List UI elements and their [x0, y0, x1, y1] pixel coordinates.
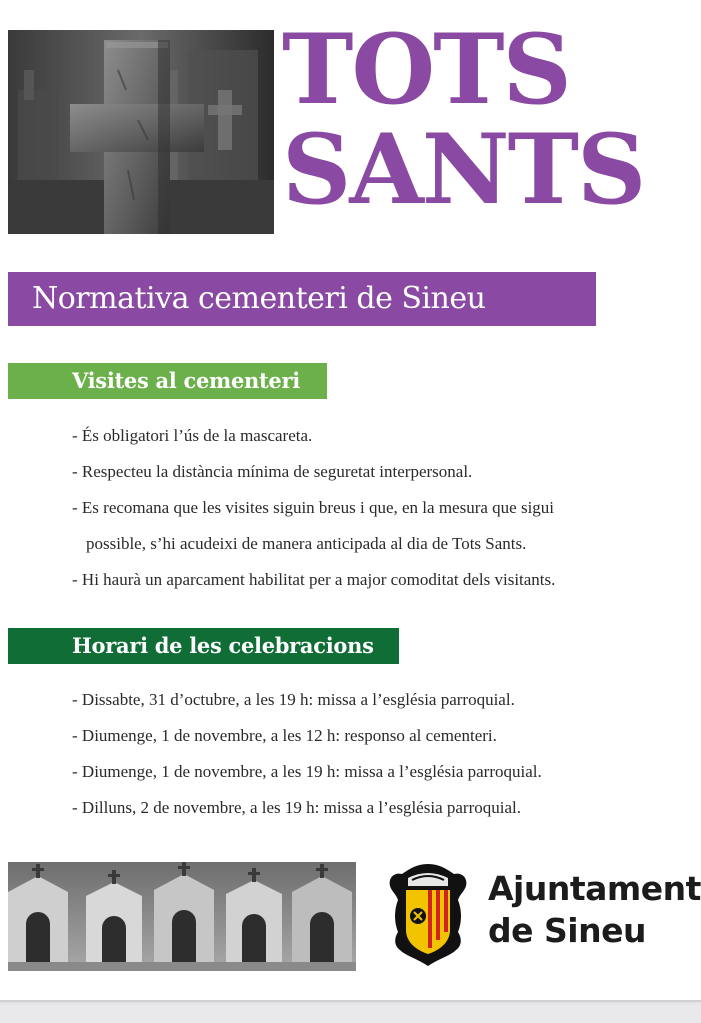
list-item: - Diumenge, 1 de novembre, a les 19 h: missa a l’església parroquial. — [72, 762, 542, 781]
regulations-banner — [8, 272, 596, 326]
title-line-1: TOTS — [282, 13, 570, 126]
logo-text-line-1: Ajuntament — [488, 869, 701, 908]
list-item-continuation: possible, s’hi acudeixi de manera anticipada al dia de Tots Sants. — [86, 534, 527, 553]
page-edge — [0, 1000, 701, 1002]
section-visits-heading: Visites al cementeri — [72, 368, 300, 393]
section-schedule-heading: Horari de les celebracions — [72, 633, 374, 658]
list-item: - Dissabte, 31 d’octubre, a les 19 h: missa a l’església parroquial. — [72, 690, 515, 709]
list-item: - Hi haurà un aparcament habilitat per a major comoditat dels visitants. — [72, 570, 556, 589]
municipality-logo-text — [488, 868, 701, 952]
list-item: - Diumenge, 1 de novembre, a les 12 h: responso al cementeri. — [72, 726, 497, 745]
regulations-banner-text: Normativa cementeri de Sineu — [32, 281, 486, 316]
section-visits-header — [8, 363, 327, 399]
logo-text-line-2: de Sineu — [488, 911, 646, 950]
list-item: - És obligatori l’ús de la mascareta. — [72, 426, 313, 445]
list-item: - Respecteu la distància mínima de seguretat interpersonal. — [72, 462, 473, 481]
list-item: - Dilluns, 2 de novembre, a les 19 h: missa a l’església parroquial. — [72, 798, 521, 817]
visits-rules-list — [72, 418, 555, 598]
schedule-list — [72, 682, 542, 826]
title-line-2: SANTS — [282, 113, 645, 226]
poster-title — [282, 13, 692, 226]
list-item: - Es recomana que les visites siguin breus i que, en la mesura que sigui — [72, 498, 555, 517]
cemetery-chapels-photo — [8, 862, 356, 971]
cemetery-cross-photo — [8, 30, 274, 234]
sineu-coat-of-arms-icon — [386, 860, 470, 970]
section-schedule-header — [8, 628, 399, 664]
